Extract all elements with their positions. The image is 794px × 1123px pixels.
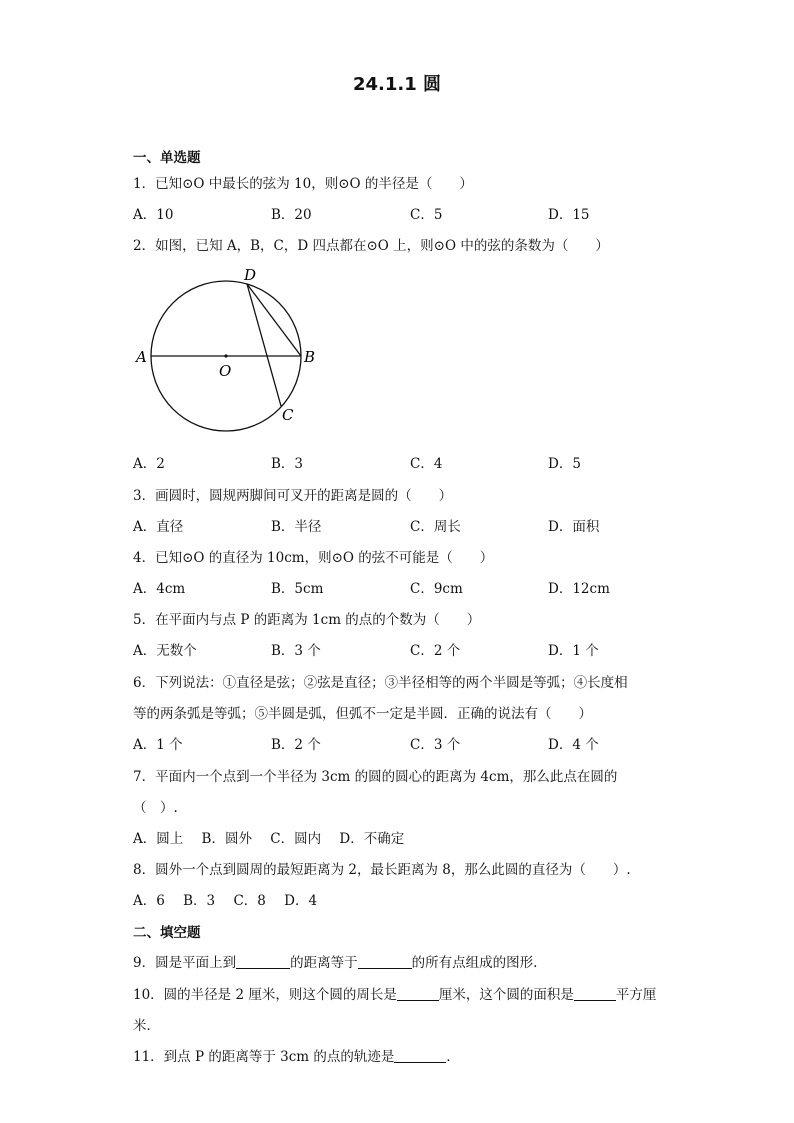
question-7-stem-line1: 7．平面内一个点到一个半径为 3cm 的圆的圆心的距离为 4cm，那么此点在圆的	[133, 769, 618, 785]
question-2-stem: 2．如图，已知 A，B，C，D 四点都在⊙O 上，则⊙O 中的弦的条数为（ ）	[133, 238, 609, 254]
question-2-option-d: D．5	[548, 456, 581, 472]
question-7-option-c: C．圆内	[270, 831, 322, 847]
question-2-option-c: C．4	[410, 456, 443, 472]
question-4-stem: 4．已知⊙O 的直径为 10cm，则⊙O 的弦不可能是（ ）	[133, 550, 494, 566]
question-6-option-a: A．1 个	[133, 737, 183, 753]
question-10-line1	[133, 983, 656, 1003]
center-point	[224, 354, 227, 357]
question-10-text-3: 平方厘	[615, 987, 657, 1003]
question-3-stem: 3．画圆时，圆规两脚间可叉开的距离是圆的（ ）	[133, 488, 453, 504]
question-2-option-a: A．2	[133, 456, 165, 472]
label-c: C	[282, 406, 294, 424]
question-1-stem: 1．已知⊙O 中最长的弦为 10，则⊙O 的半径是（ ）	[133, 176, 473, 192]
question-5-option-a: A．无数个	[133, 643, 197, 659]
chord-dc	[247, 284, 281, 406]
question-3-option-a: A．直径	[133, 519, 184, 535]
question-8-options	[133, 889, 331, 909]
question-10-blank-1[interactable]	[397, 986, 439, 1001]
question-3-option-b: B．半径	[271, 519, 322, 535]
label-d: D	[244, 266, 257, 284]
question-7-stem-line2: （ ）.	[133, 800, 178, 816]
question-5-option-b: B．3 个	[271, 643, 321, 659]
question-5-option-c: C．2 个	[410, 643, 461, 659]
question-9	[133, 951, 537, 971]
question-4-option-a: A．4cm	[133, 581, 186, 597]
question-10-blank-2[interactable]	[574, 986, 616, 1001]
question-6-option-d: D．4 个	[548, 737, 599, 753]
question-11-blank[interactable]	[394, 1048, 446, 1063]
question-2-option-b: B．3	[271, 456, 304, 472]
section-fill-blank: 二、填空题	[133, 925, 201, 941]
question-8-option-b: B．3	[183, 893, 216, 909]
question-4-option-c: C．9cm	[410, 581, 463, 597]
section-single-choice: 一、单选题	[133, 150, 201, 166]
question-9-blank-1[interactable]	[236, 954, 290, 969]
question-1-option-c: C．5	[410, 207, 443, 223]
question-7-option-d: D．不确定	[339, 831, 405, 847]
question-7-option-b: B．圆外	[201, 831, 252, 847]
question-8-option-a: A．6	[133, 893, 165, 909]
question-4-option-d: D．12cm	[548, 581, 610, 597]
question-9-text-2: 的距离等于	[290, 955, 358, 971]
label-b: B	[304, 348, 316, 366]
circle-figure	[130, 262, 330, 437]
question-5-stem: 5．在平面内与点 P 的距离为 1cm 的点的个数为（ ）	[133, 612, 481, 628]
chord-db	[247, 284, 301, 356]
question-8-option-d: D．4	[284, 893, 318, 909]
question-8-option-c: C．8	[233, 893, 266, 909]
question-3-option-c: C．周长	[410, 519, 461, 535]
question-8-stem: 8．圆外一个点到圆周的最短距离为 2，最长距离为 8，那么此圆的直径为（ ）.	[133, 862, 631, 878]
question-10-text-2: 厘米，这个圆的面积是	[438, 987, 574, 1003]
question-4-option-b: B．5cm	[271, 581, 324, 597]
question-9-text-3: 的所有点组成的图形.	[411, 955, 538, 971]
question-11	[133, 1045, 460, 1065]
question-3-option-d: D．面积	[548, 519, 600, 535]
question-1-option-a: A．10	[133, 207, 174, 223]
question-6-option-b: B．2 个	[271, 737, 321, 753]
question-6-stem-line2: 等的两条弧是等弧；⑤半圆是弧，但弧不一定是半圆．正确的说法有（ ）	[133, 706, 592, 722]
question-11-text-1: 11．到点 P 的距离等于 3cm 的点的轨迹是	[133, 1049, 395, 1065]
document-title: 24.1.1 圆	[352, 74, 442, 95]
question-9-text-1: 9．圆是平面上到	[133, 955, 237, 971]
label-o: O	[219, 362, 232, 380]
question-11-text-2: ．	[446, 1049, 460, 1065]
question-5-option-d: D．1 个	[548, 643, 599, 659]
question-6-stem-line1: 6．下列说法：①直径是弦；②弦是直径；③半径相等的两个半圆是等弧；④长度相	[133, 675, 628, 691]
question-10-line2: 米．	[133, 1018, 160, 1034]
question-1-option-b: B．20	[271, 207, 312, 223]
question-9-blank-2[interactable]	[358, 954, 412, 969]
question-7-options	[133, 827, 418, 847]
question-1-option-d: D．15	[548, 207, 590, 223]
question-7-option-a: A．圆上	[133, 831, 184, 847]
label-a: A	[136, 348, 147, 366]
question-6-option-c: C．3 个	[410, 737, 461, 753]
question-10-text-1: 10．圆的半径是 2 厘米，则这个圆的周长是	[133, 987, 397, 1003]
